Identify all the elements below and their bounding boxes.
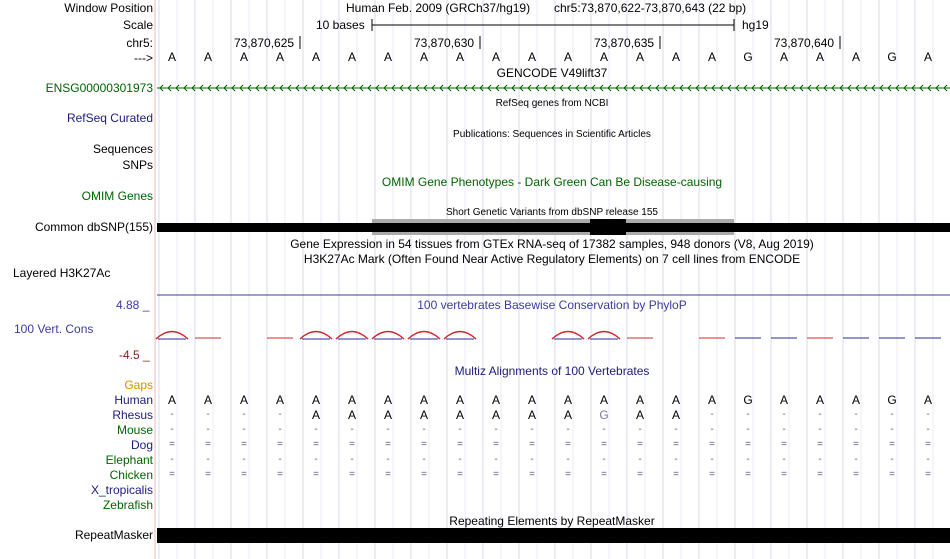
phylop-score-mark [336,332,368,340]
alignment-base: A [599,393,608,407]
alignment-base: = [241,469,247,480]
window-position-label: Window Position [64,1,153,15]
alignment-base: = [853,469,859,480]
omim-track-label[interactable]: OMIM Genes [81,189,153,203]
alignment-base: = [277,439,283,450]
sequence-base: A [815,50,824,64]
alignment-base: = [745,439,751,450]
alignment-base: - [170,454,174,465]
alignment-base: = [745,469,751,480]
alignment-base: - [314,454,318,465]
species-label-mouse[interactable]: Mouse [116,423,153,437]
alignment-base: = [349,439,355,450]
alignment-base: = [529,439,535,450]
sequence-base: A [779,50,788,64]
alignment-base: = [889,469,895,480]
sequence-base: A [419,50,428,64]
alignment-base: = [205,469,211,480]
alignment-base: - [854,424,858,435]
alignment-base: = [493,469,499,480]
alignment-base: = [709,439,715,450]
dbsnp-track-title: Short Genetic Variants from dbSNP release 155 [446,207,658,218]
db-text: hg19 [742,18,769,32]
alignment-base: = [673,469,679,480]
alignment-base: - [242,409,246,420]
scale-label: Scale [122,18,153,32]
alignment-base: - [638,454,642,465]
alignment-base: = [421,469,427,480]
sequence-base: A [923,50,932,64]
alignment-base: = [529,469,535,480]
alignment-base: - [782,424,786,435]
alignment-base: - [818,409,822,420]
alignment-base: A [851,393,860,407]
phylop-score-mark [444,332,476,340]
scale-text: 10 bases [316,18,365,32]
alignment-base: - [890,454,894,465]
alignment-base: - [350,424,354,435]
alignment-base: = [853,439,859,450]
alignment-base: = [817,469,823,480]
phylop-score-mark [408,332,440,340]
alignment-base: - [746,454,750,465]
alignment-base: G [743,393,753,407]
alignment-base: = [241,439,247,450]
alignment-base: A [635,393,644,407]
repeatmasker-bar [157,528,950,543]
alignment-base: A [311,408,320,422]
alignment-base: A [167,393,176,407]
sequence-base: A [383,50,392,64]
alignment-base: = [385,439,391,450]
alignment-base: A [419,393,428,407]
species-label-rhesus[interactable]: Rhesus [112,408,153,422]
dbsnp-track-label[interactable]: Common dbSNP(155) [34,220,153,234]
alignment-base: - [602,454,606,465]
alignment-base: A [419,408,428,422]
alignment-base: - [638,424,642,435]
chrom-label: chr5: [126,36,153,50]
alignment-base: - [782,409,786,420]
alignment-base: = [457,439,463,450]
alignment-base: A [671,393,680,407]
phylop-track-label[interactable]: 100 Vert. Cons [14,322,94,336]
alignment-base: = [709,469,715,480]
alignment-base: = [313,439,319,450]
species-label-human[interactable]: Human [114,393,153,407]
alignment-base: - [710,454,714,465]
phylop-track-title: 100 vertebrates Basewise Conservation by PhyloP [417,298,687,312]
alignment-base: A [311,393,320,407]
alignment-base: - [746,409,750,420]
alignment-base: = [313,469,319,480]
alignment-base: A [527,393,536,407]
alignment-base: = [349,469,355,480]
alignment-base: - [170,424,174,435]
assembly-text: Human Feb. 2009 (GRCh37/hg19) [346,1,531,15]
alignment-base: A [707,393,716,407]
alignment-base: - [422,454,426,465]
alignment-base: = [421,439,427,450]
h3k27ac-track-title: H3K27Ac Mark (Often Found Near Active Regulatory Elements) on 7 cell lines from ENCODE [303,252,801,266]
alignment-base: = [457,469,463,480]
refseq-track-title: RefSeq genes from NCBI [495,98,609,109]
alignment-base: A [203,393,212,407]
coord-label: 73,870,630 [414,36,475,50]
alignment-base: = [925,439,931,450]
coord-label: 73,870,640 [774,36,835,50]
sequence-base: A [491,50,500,64]
alignment-base: = [601,469,607,480]
omim-track-title: OMIM Gene Phenotypes - Dark Green Can Be Disease-causing [381,175,723,189]
alignment-base: - [854,409,858,420]
position-text: chr5:73,870,622-73,870,643 (22 bp) [554,1,747,15]
alignment-base: - [422,424,426,435]
species-label-x_tropicalis[interactable]: X_tropicalis [90,483,153,497]
multiz-track-title: Multiz Alignments of 100 Vertebrates [454,364,650,378]
alignment-base: = [493,439,499,450]
alignment-base: A [563,408,572,422]
sequence-base: A [707,50,716,64]
alignment-base: A [383,408,392,422]
alignment-base: = [781,439,787,450]
phylop-max-label: 4.88 _ [116,298,150,312]
alignment-base: - [530,424,534,435]
alignment-base: A [275,393,284,407]
alignment-base: - [242,454,246,465]
species-label-zebrafish[interactable]: Zebrafish [102,498,153,512]
alignment-base: - [278,424,282,435]
alignment-base: - [458,424,462,435]
alignment-base: = [817,439,823,450]
phylop-min-label: -4.5 _ [119,348,150,362]
alignment-base: = [169,439,175,450]
h3k27ac-track-label[interactable]: Layered H3K27Ac [13,266,111,280]
phylop-score-mark [588,332,620,340]
alignment-base: - [818,424,822,435]
alignment-base: - [458,454,462,465]
alignment-base: - [602,424,606,435]
alignment-base: = [889,439,895,450]
alignment-base: - [206,454,210,465]
alignment-base: A [923,393,932,407]
alignment-base: = [565,439,571,450]
alignment-base: - [890,409,894,420]
alignment-base: = [637,469,643,480]
alignment-base: = [385,469,391,480]
alignment-base: - [818,454,822,465]
species-label-chicken[interactable]: Chicken [109,468,153,482]
alignment-base: A [455,408,464,422]
alignment-base: - [926,409,930,420]
alignment-base: = [925,469,931,480]
alignment-base: - [566,424,570,435]
alignment-base: - [674,454,678,465]
sequence-base: G [887,50,897,64]
alignment-base: - [710,409,714,420]
alignment-base: - [170,409,174,420]
sequence-base: A [527,50,536,64]
sequences-track-label[interactable]: Sequences [92,142,153,156]
alignment-base: - [710,424,714,435]
coord-label: 73,870,625 [234,36,295,50]
sequence-base: A [563,50,572,64]
alignment-base: G [887,393,897,407]
alignment-base: - [206,424,210,435]
alignment-base: - [530,454,534,465]
alignment-base: A [563,393,572,407]
strand-label: ---> [134,51,153,65]
sequence-base: A [851,50,860,64]
alignment-base: - [206,409,210,420]
alignment-base: A [527,408,536,422]
alignment-base: = [169,469,175,480]
alignment-base: - [566,454,570,465]
species-label-dog[interactable]: Dog [130,438,153,452]
alignment-base: - [494,424,498,435]
alignment-base: A [455,393,464,407]
alignment-base: - [278,409,282,420]
sequence-base: A [599,50,608,64]
publications-track-title: Publications: Sequences in Scientific Articles [453,129,651,140]
alignment-base: - [278,454,282,465]
alignment-base: G [599,408,609,422]
alignment-base: - [314,424,318,435]
dbsnp-variant-block [590,219,626,235]
sequence-base: A [635,50,644,64]
sequence-base: A [239,50,248,64]
phylop-score-mark [552,332,584,340]
alignment-base: - [746,424,750,435]
alignment-base: A [347,408,356,422]
repeatmasker-track-label[interactable]: RepeatMasker [74,528,153,542]
alignment-base: = [565,469,571,480]
alignment-base: A [383,393,392,407]
alignment-base: A [239,393,248,407]
sequence-base: A [455,50,464,64]
sequence-base: A [347,50,356,64]
alignment-base: - [854,454,858,465]
alignment-base: - [350,454,354,465]
coord-label: 73,870,635 [594,36,655,50]
sequence-base: A [311,50,320,64]
refseq-track-label[interactable]: RefSeq Curated [66,111,153,125]
alignment-base: = [601,439,607,450]
alignment-base: = [637,439,643,450]
alignment-base: - [890,424,894,435]
alignment-base: = [277,469,283,480]
alignment-base: - [494,454,498,465]
gencode-track-title: GENCODE V49lift37 [496,66,608,80]
gaps-label: Gaps [124,378,153,392]
alignment-base: - [674,424,678,435]
alignment-base: A [671,408,680,422]
alignment-base: A [635,408,644,422]
dbsnp-variant-core [372,223,734,232]
sequence-base: A [167,50,176,64]
sequence-base: A [671,50,680,64]
alignment-base: - [926,454,930,465]
alignment-base: - [782,454,786,465]
sequence-base: A [203,50,212,64]
repeatmasker-track-title: Repeating Elements by RepeatMasker [449,514,655,528]
alignment-base: A [491,393,500,407]
gtex-track-title: Gene Expression in 54 tissues from GTEx RNA-seq of 17382 samples, 948 donors (V8, Aug 2019) [290,237,814,251]
species-label-elephant[interactable]: Elephant [105,453,153,467]
gencode-gene-label[interactable]: ENSG00000301973 [45,81,153,95]
alignment-base: - [386,454,390,465]
alignment-base: = [205,439,211,450]
phylop-score-mark [156,332,188,340]
alignment-base: = [673,439,679,450]
alignment-base: - [926,424,930,435]
alignment-base: A [347,393,356,407]
alignment-base: A [815,393,824,407]
phylop-score-mark [300,332,332,340]
alignment-base: = [781,469,787,480]
sequence-base: G [743,50,753,64]
alignment-base: - [386,424,390,435]
snps-track-label[interactable]: SNPs [122,158,153,172]
sequence-base: A [275,50,284,64]
alignment-base: A [491,408,500,422]
alignment-base: - [242,424,246,435]
alignment-base: A [779,393,788,407]
phylop-score-mark [372,332,404,340]
